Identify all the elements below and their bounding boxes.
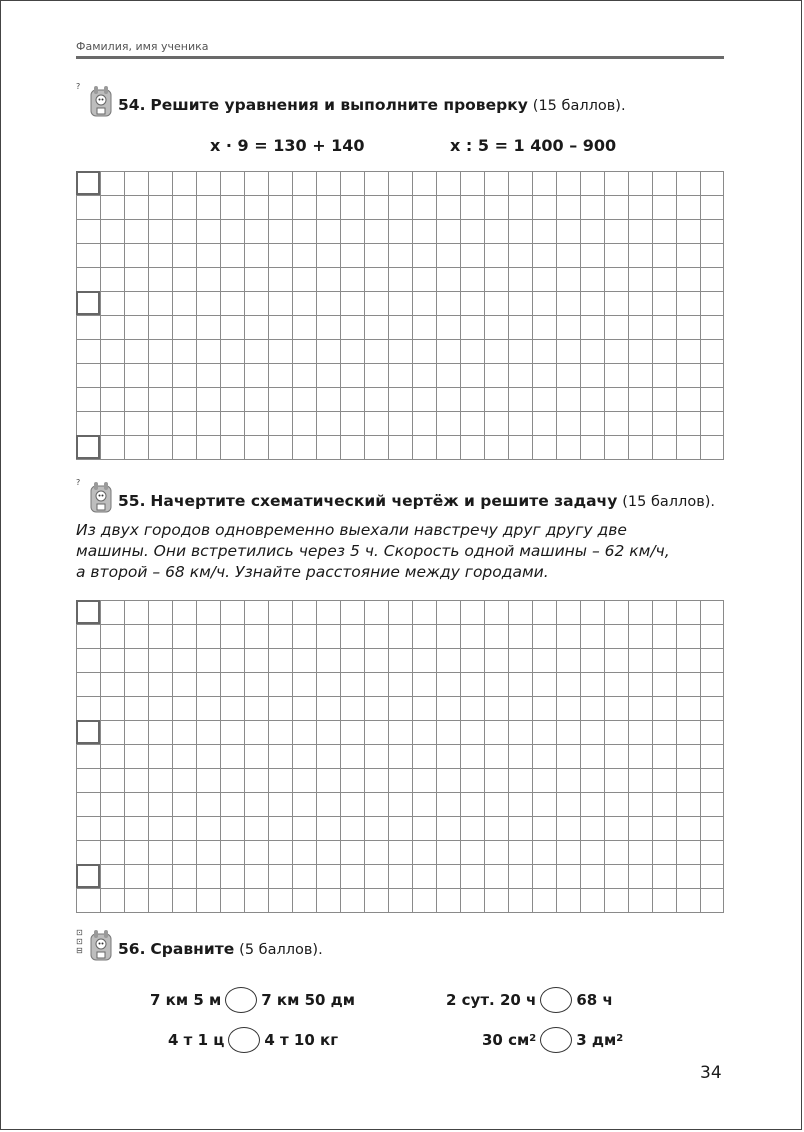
comparison-left: 7 км 5 м — [150, 991, 222, 1009]
comparison-row — [482, 1027, 623, 1053]
comparison-row — [168, 1027, 338, 1053]
comparison-right: 4 т 10 кг — [264, 1031, 339, 1049]
problem-text — [76, 520, 726, 583]
comparison-oval[interactable] — [225, 987, 257, 1013]
task-54-points: (15 баллов). — [532, 98, 626, 114]
grid-mark — [76, 435, 100, 459]
question-circle-icon: ? — [76, 82, 81, 91]
comparison-right-exponent: 2 — [616, 1032, 624, 1044]
problem-line: а второй – 68 км/ч. Узнайте расстояние между городами. — [76, 563, 549, 581]
answer-grid-55[interactable] — [76, 600, 724, 913]
task-56-points: (5 баллов). — [239, 942, 323, 958]
comparison-left-exponent: 2 — [529, 1032, 537, 1044]
comparison-oval[interactable] — [540, 987, 572, 1013]
page-number: 34 — [700, 1063, 722, 1083]
comparison-right: 3 дм — [576, 1031, 617, 1049]
grid-mark — [76, 720, 100, 744]
answer-grid-54[interactable] — [76, 171, 724, 460]
comparison-right: 68 ч — [576, 991, 613, 1009]
student-name-field[interactable] — [76, 40, 724, 59]
comparison-left: 2 сут. 20 ч — [446, 991, 537, 1009]
task-55-number: 55. — [118, 492, 146, 510]
mini-mark-icon: ⊟ — [76, 946, 83, 955]
question-circle-icon: ? — [76, 478, 81, 487]
comparison-row — [446, 987, 613, 1013]
comparison-left: 30 см — [482, 1031, 530, 1049]
comparison-oval[interactable] — [540, 1027, 572, 1053]
comparison-row — [150, 987, 355, 1013]
student-name-label: Фамилия, имя ученика — [76, 40, 209, 53]
equation-1: x · 9 = 130 + 140 — [210, 136, 365, 155]
comparison-right: 7 км 50 дм — [261, 991, 356, 1009]
problem-line: Из двух городов одновременно выехали навстречу друг другу две — [76, 521, 627, 539]
robot-icon — [76, 80, 114, 116]
comparison-oval[interactable] — [228, 1027, 260, 1053]
robot-icon — [76, 924, 114, 960]
task-56-title: Сравните — [150, 940, 235, 958]
task-56-heading — [76, 924, 323, 960]
task-55-title: Начертите схематический чертёж и решите задачу — [150, 492, 618, 510]
grid-mark — [76, 864, 100, 888]
robot-icon — [76, 476, 114, 512]
mini-mark-icon: ⊡ — [76, 928, 83, 937]
task-54-title: Решите уравнения и выполните проверку — [150, 96, 528, 114]
equation-2: x : 5 = 1 400 – 900 — [450, 136, 617, 155]
task-55-heading — [76, 476, 715, 512]
problem-line: машины. Они встретились через 5 ч. Скорость одной машины – 62 км/ч, — [76, 542, 670, 560]
task-55-points: (15 баллов). — [622, 494, 716, 510]
task-54-heading — [76, 80, 626, 116]
grid-mark — [76, 600, 100, 624]
grid-mark — [76, 291, 100, 315]
grid-mark — [76, 171, 100, 195]
comparison-left: 4 т 1 ц — [168, 1031, 225, 1049]
mini-mark-icon: ⊡ — [76, 937, 83, 946]
task-56-number: 56. — [118, 940, 146, 958]
task-54-number: 54. — [118, 96, 146, 114]
